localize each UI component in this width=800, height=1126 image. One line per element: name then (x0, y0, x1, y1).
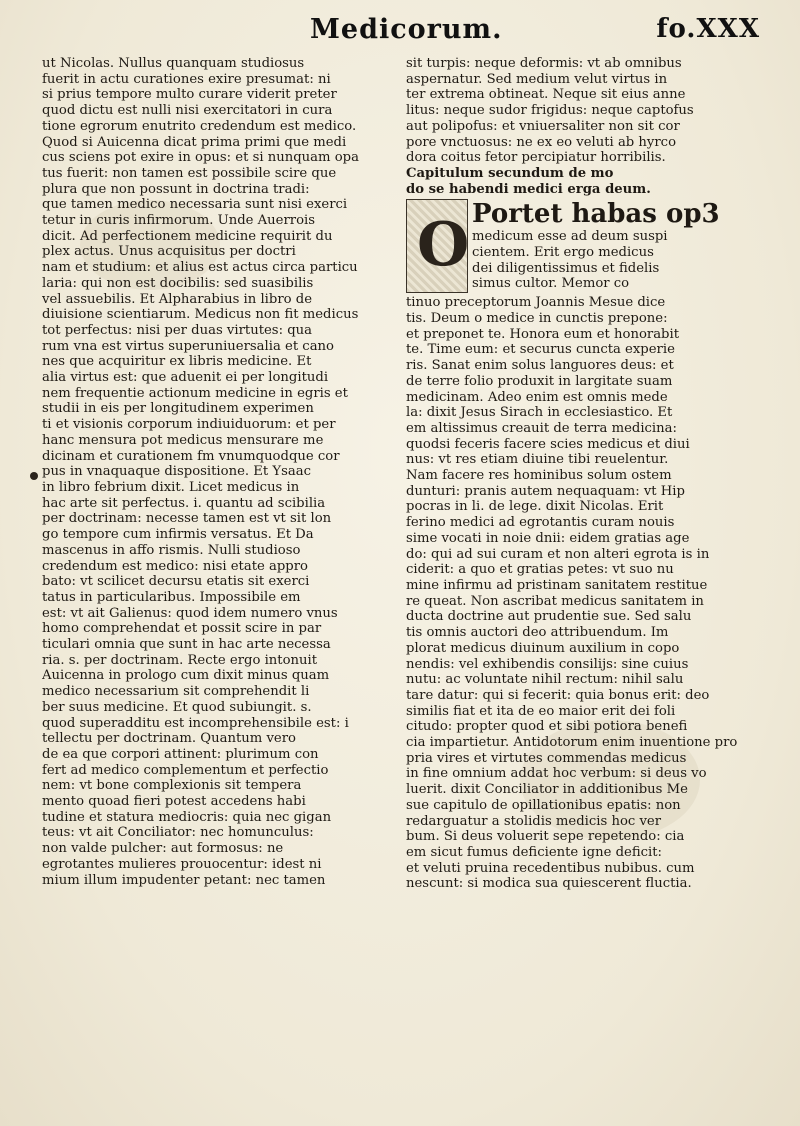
decorated-initial (406, 199, 468, 293)
text-line: si prius tempore multo curare viderit preter (42, 87, 337, 103)
text-line: tinuo preceptorum Joannis Mesue dice (406, 295, 666, 311)
text-line: medico necessarium sit comprehendit li (42, 684, 310, 700)
text-line: ciderit: a quo et gratias petes: vt suo nu (406, 562, 674, 578)
text-line: tare datur: qui si fecerit: quia bonus erit: deo (406, 687, 710, 703)
text-line: nes que acquiritur ex libris medicine. Et (42, 354, 312, 370)
text-line: nutu: ac voluntate nihil rectum: nihil salu (406, 672, 684, 688)
text-line: medicum esse ad deum suspi (472, 229, 668, 245)
text-line: nus: vt res etiam diuine tibi reuelentur. (406, 452, 669, 468)
left-column (42, 56, 388, 888)
text-line: sime vocati in noie dnii: eidem gratias age (406, 530, 690, 546)
paragraph-marker (30, 472, 38, 480)
text-line: laria: qui non est docibilis: sed suasibilis (42, 275, 314, 291)
text-line: te. Time eum: et securus cuncta experie (406, 342, 675, 358)
initial-first-words: Portet habas op3 (472, 199, 720, 230)
text-line: per doctrinam: necesse tamen est vt sit lon (42, 511, 332, 527)
text-line: teus: vt ait Conciliator: nec homunculus: (42, 825, 314, 841)
chapter-heading-line: do se habendi medici erga deum. (406, 181, 651, 197)
text-line: bato: vt scilicet decursu etatis sit exerci (42, 574, 310, 590)
text-line: plorat medicus diuinum auxilium in copo (406, 640, 680, 656)
text-line: mine infirmu ad pristinam sanitatem restitue (406, 577, 708, 593)
text-line: est: vt ait Galienus: quod idem numero vnus (42, 605, 338, 621)
text-line: do: qui ad sui curam et non alteri egrota is in (406, 546, 710, 562)
text-line: de terre folio produxit in largitate suam (406, 373, 673, 389)
text-line: mento quoad fieri potest accedens habi (42, 794, 306, 810)
text-line: ria. s. per doctrinam. Recte ergo intonuit (42, 652, 318, 668)
text-line: ducta doctrine aut prudentie sue. Sed salu (406, 609, 692, 625)
text-line: go tempore cum infirmis versatus. Et Da (42, 527, 314, 543)
initial-text-lines (472, 199, 760, 292)
text-line: ter extrema obtineat. Neque sit eius anne (406, 87, 686, 103)
text-line: et preponet te. Honora eum et honorabit (406, 326, 680, 342)
text-line: medicinam. Adeo enim est omnis mede (406, 389, 668, 405)
text-line: pria vires et virtutes commendas medicus (406, 750, 687, 766)
text-line: redarguatur a stolidis medicis hoc ver (406, 813, 662, 829)
text-line: quodsi feceris facere scies medicus et diui (406, 436, 690, 452)
text-line: dora coitus fetor percipiatur horribilis. (406, 150, 666, 166)
text-line: ber suus medicine. Et quod subiungit. s. (42, 699, 312, 715)
text-line: hanc mensura pot medicus mensurare me (42, 432, 324, 448)
folio-number: fo.XXX (656, 14, 760, 44)
text-line: tellectu per doctrinam. Quantum vero (42, 731, 296, 747)
text-line: nem frequentie actionum medicine in egris et (42, 385, 348, 401)
text-line: pus in vnaquaque dispositione. Et Ysaac (42, 464, 311, 480)
text-line: citudo: propter quod et sibi potiora benefi (406, 719, 688, 735)
text-line: Auicenna in prologo cum dixit minus quam (42, 668, 330, 684)
text-line: studii in eis per longitudinem experimen (42, 401, 314, 417)
text-line: aspernatur. Sed medium velut virtus in (406, 71, 668, 87)
text-line: tot perfectus: nisi per duas virtutes: qua (42, 322, 313, 338)
text-line: ti et visionis corporum indiuiduorum: et per (42, 417, 336, 433)
text-line: dicit. Ad perfectionem medicine requirit du (42, 228, 333, 244)
text-line: similis fiat et ita de eo maior erit dei foli (406, 703, 676, 719)
text-line: plex actus. Unus acquisitus per doctri (42, 244, 296, 260)
text-line: tetur in curis infirmorum. Unde Auerrois (42, 213, 315, 229)
text-line: tis omnis auctori deo attribuendum. Im (406, 625, 669, 641)
text-line: nendis: vel exhibendis consilijs: sine cuius (406, 656, 689, 672)
text-line: tis. Deum o medice in cunctis prepone: (406, 311, 668, 327)
text-line: quod dictu est nulli nisi exercitatori in cura (42, 103, 333, 119)
text-line: in fine omnium addat hoc verbum: si deus vo (406, 766, 707, 782)
text-line: ferino medici ad egrotantis curam nouis (406, 515, 675, 531)
text-line: em altissimus creauit de terra medicina: (406, 420, 677, 436)
text-line: mium illum impudenter petant: nec tamen (42, 872, 326, 888)
text-line: fuerit in actu curationes exire presumat: ni (42, 71, 331, 87)
text-line: alia virtus est: que aduenit ei per longitudi (42, 370, 329, 386)
text-line: pocras in li. de lege. dixit Nicolas. Erit (406, 499, 664, 515)
text-line: ut Nicolas. Nullus quanquam studiosus (42, 56, 305, 71)
text-line: egrotantes mulieres prouocentur: idest ni (42, 856, 322, 872)
text-line: la: dixit Jesus Sirach in ecclesiastico. Et (406, 405, 673, 421)
text-line: hac arte sit perfectus. i. quantu ad scibilia (42, 495, 326, 511)
text-line: aut polipofus: et vniuersaliter non sit cor (406, 118, 680, 134)
text-line: nescunt: si modica sua quiescerent fluctia. (406, 876, 692, 892)
chapter-heading-line: Capitulum secundum de mo (406, 165, 614, 181)
text-line: diuisione scientiarum. Medicus non fit medicus (42, 307, 359, 323)
text-line: sue capitulo de opillationibus epatis: non (406, 797, 681, 813)
text-line: dunturi: pranis autem nequaquam: vt Hip (406, 483, 685, 499)
decorated-initial-block (406, 199, 760, 295)
text-line: cus sciens pot exire in opus: et si nunquam opa (42, 150, 359, 166)
text-line: Nam facere res hominibus solum ostem (406, 468, 672, 484)
text-line: luerit. dixit Conciliator in additionibus Me (406, 782, 688, 798)
text-line: non valde pulcher: aut formosus: ne (42, 841, 284, 857)
text-line: de ea que corpori attinent: plurimum con (42, 746, 319, 762)
text-line: tione egrorum enutrito credendum est medico. (42, 118, 357, 134)
text-line: plura que non possunt in doctrina tradi: (42, 181, 310, 197)
text-line: credendum est medico: nisi etate appro (42, 558, 308, 574)
text-line: tatus in particularibus. Impossibile em (42, 589, 301, 605)
text-line: Quod si Auicenna dicat prima primi que medi (42, 134, 347, 150)
initial-letter: O (417, 210, 470, 281)
text-line: et veluti pruina recedentibus nubibus. cum (406, 860, 695, 876)
text-line: tudine et statura mediocris: quia nec gigan (42, 809, 332, 825)
text-line: cientem. Erit ergo medicus (472, 245, 654, 261)
text-line: nem: vt bone complexionis sit tempera (42, 778, 302, 794)
text-line: homo comprehendat et possit scire in par (42, 621, 322, 637)
text-line: rum vna est virtus superuniuersalia et cano (42, 338, 334, 354)
text-line: em sicut fumus deficiente igne deficit: (406, 844, 662, 860)
text-line: re queat. Non ascribat medicus sanitatem in (406, 593, 704, 609)
text-line: quod superadditu est incomprehensibile est: i (42, 715, 349, 731)
text-line: dei diligentissimus et fidelis (472, 260, 660, 276)
text-line: ris. Sanat enim solus languores deus: et (406, 358, 674, 374)
text-line: in libro febrium dixit. Licet medicus in (42, 479, 300, 495)
text-line: bum. Si deus voluerit sepe repetendo: cia (406, 829, 685, 845)
page-header (40, 10, 760, 50)
text-line: litus: neque sudor frigidus: neque captofus (406, 103, 694, 119)
text-line: que tamen medico necessaria sunt nisi exerci (42, 197, 348, 213)
text-line: dicinam et curationem fm vnumquodque cor (42, 448, 340, 464)
text-line: tus fuerit: non tamen est possibile scire que (42, 165, 337, 181)
text-line: simus cultor. Memor co (472, 276, 630, 292)
text-line: ticulari omnia que sunt in hac arte necessa (42, 637, 331, 653)
text-line: vel assuebilis. Et Alpharabius in libro de (42, 291, 313, 307)
text-line: nam et studium: et alius est actus circa particu (42, 260, 358, 276)
text-line: mascenus in affo rismis. Nulli studioso (42, 542, 301, 558)
text-line: pore vnctuosus: ne ex eo veluti ab hyrco (406, 134, 677, 150)
text-line: cia impartietur. Antidotorum enim inuentione pro (406, 735, 738, 751)
text-line: fert ad medico complementum et perfectio (42, 762, 329, 778)
running-head: Medicorum. (310, 14, 503, 45)
right-column (406, 56, 760, 892)
text-line: sit turpis: neque deformis: vt ab omnibus (406, 56, 682, 71)
